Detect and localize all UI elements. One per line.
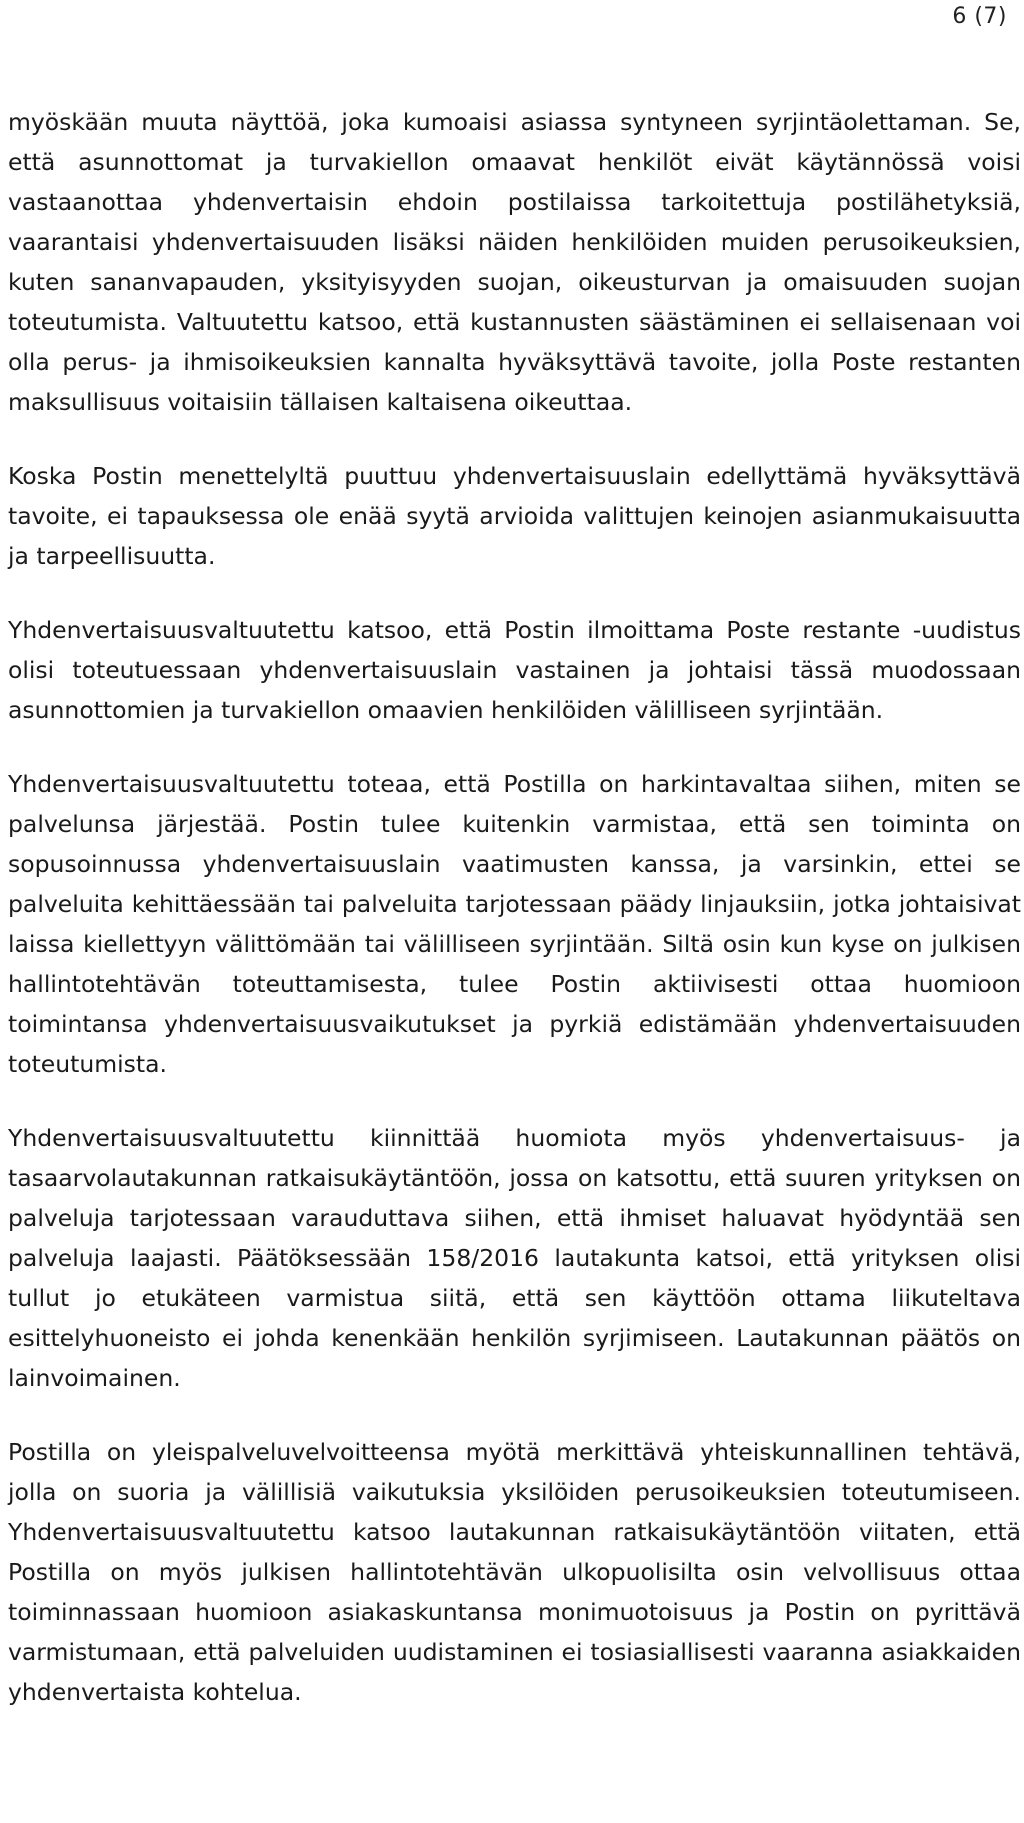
- paragraph-4: Yhdenvertaisuusvaltuutettu toteaa, että Postilla on harkintavaltaa siihen, miten se palvelunsa järjestää. Postin tulee kuitenkin varmistaa, että sen toiminta on sopusoinnussa yhdenvertaisuuslain vaatimusten kanssa, ja varsinkin, ettei se palveluita kehittäessään tai palveluita tarjotessaan päädy linjauksiin, jotka johtaisivat laissa kiellettyyn välittömään tai välilliseen syrjintään. Siltä osin kun kyse on julkisen hallintotehtävän toteuttamisesta, tulee Postin aktiivisesti ottaa huomioon toimintansa yhdenvertaisuusvaikutukset ja pyrkiä edistämään yhdenvertaisuuden toteutumista.: [8, 770, 1021, 1078]
- paragraph-2: Koska Postin menettelyltä puuttuu yhdenvertaisuuslain edellyttämä hyväksyttävä tavoite, ei tapauksessa ole enää syytä arvioida valittujen keinojen asianmukaisuutta ja tarpeellisuutta.: [8, 462, 1021, 570]
- page-number: 6 (7): [952, 4, 1007, 29]
- paragraph-5: Yhdenvertaisuusvaltuutettu kiinnittää huomiota myös yhdenvertaisuus- ja tasaarvolautakunnan ratkaisukäytäntöön, jossa on katsottu, että suuren yrityksen on palveluja tarjotessaan varauduttava siihen, että ihmiset haluavat hyödyntää sen palveluja laajasti. Päätöksessään 158/2016 lautakunta katsoi, että yrityksen olisi tullut jo etukäteen varmistua siitä, että sen käyttöön ottama liikuteltava esittelyhuoneisto ei johda kenenkään henkilön syrjimiseen. Lautakunnan päätös on lainvoimainen.: [8, 1124, 1021, 1392]
- document-body: [8, 102, 1021, 1712]
- paragraph-3: Yhdenvertaisuusvaltuutettu katsoo, että Postin ilmoittama Poste restante -uudistus olisi toteutuessaan yhdenvertaisuuslain vastainen ja johtaisi tässä muodossaan asunnottomien ja turvakiellon omaavien henkilöiden välilliseen syrjintään.: [8, 616, 1021, 724]
- paragraph-6: Postilla on yleispalveluvelvoitteensa myötä merkittävä yhteiskunnallinen tehtävä, jolla on suoria ja välillisiä vaikutuksia yksilöiden perusoikeuksien toteutumiseen. Yhdenvertaisuusvaltuutettu katsoo lautakunnan ratkaisukäytäntöön viitaten, että Postilla on myös julkisen hallintotehtävän ulkopuolisilta osin velvollisuus ottaa toiminnassaan huomioon asiakaskuntansa monimuotoisuus ja Postin on pyrittävä varmistumaan, että palveluiden uudistaminen ei tosiasiallisesti vaaranna asiakkaiden yhdenvertaista kohtelua.: [8, 1438, 1021, 1706]
- paragraph-1: myöskään muuta näyttöä, joka kumoaisi asiassa syntyneen syrjintäolettaman. Se, että asunnottomat ja turvakiellon omaavat henkilöt eivät käytännössä voisi vastaanottaa yhdenvertaisin ehdoin postilaissa tarkoitettuja postilähetyksiä, vaarantaisi yhdenvertaisuuden lisäksi näiden henkilöiden muiden perusoikeuksien, kuten sananvapauden, yksityisyyden suojan, oikeusturvan ja omaisuuden suojan toteutumista. Valtuutettu katsoo, että kustannusten säästäminen ei sellaisenaan voi olla perus- ja ihmisoikeuksien kannalta hyväksyttävä tavoite, jolla Poste restanten maksullisuus voitaisiin tällaisen kaltaisena oikeuttaa.: [8, 108, 1021, 416]
